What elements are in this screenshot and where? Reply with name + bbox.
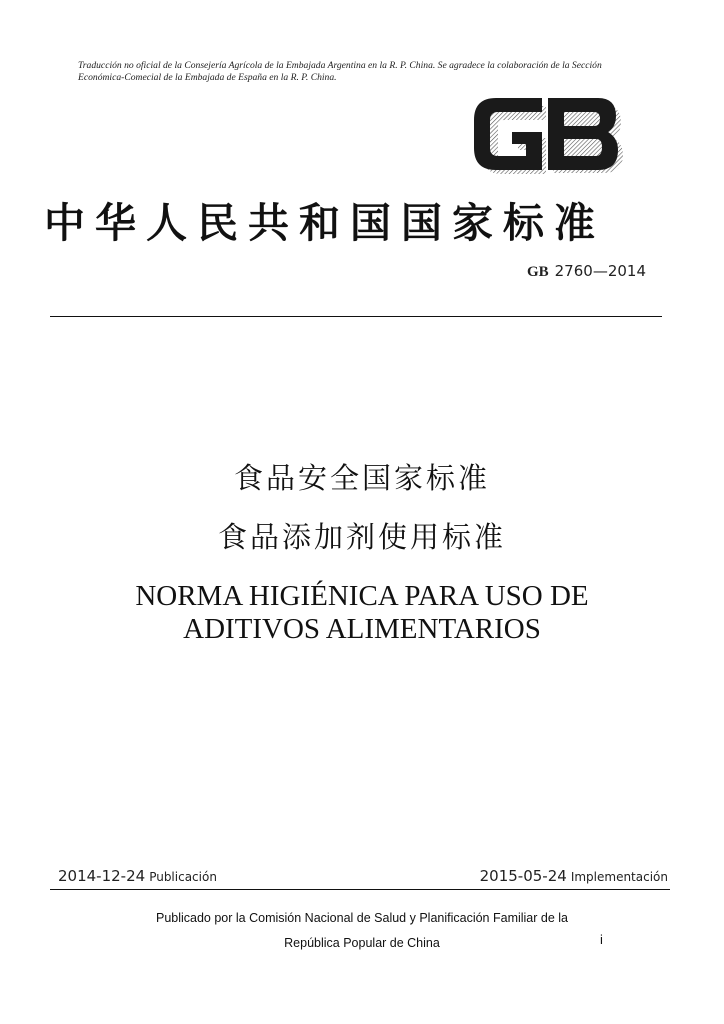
- publication-label: Publicación: [149, 870, 217, 884]
- es-title-line-2: ADITIVOS ALIMENTARIOS: [183, 613, 541, 645]
- publication-date: [58, 866, 217, 885]
- translation-note: Traducción no oficial de la Consejería Agrícola de la Embajada Argentina en la R. P. China. Se agradece la colaboración de la Sección Económica-Comecial de la Embajada de España en la R. P. China.: [78, 60, 602, 83]
- standard-code-number: 2760—2014: [554, 262, 646, 280]
- top-divider: [50, 316, 662, 317]
- gb-logo-icon: [468, 92, 624, 176]
- cn-title-line-2: 食品添加剂使用标准: [217, 520, 506, 554]
- es-title-line-1: NORMA HIGIÉNICA PARA USO DE: [135, 580, 589, 612]
- national-standard-title: 中华人民共和国国家标准: [44, 199, 605, 247]
- standard-code-prefix: GB: [526, 264, 549, 280]
- page-number: i: [600, 932, 603, 947]
- publication-date-value: 2014-12-24: [58, 867, 146, 885]
- bottom-divider: [50, 889, 670, 890]
- implementation-date-value: 2015-05-24: [479, 867, 567, 885]
- cn-title-line-1: 食品安全国家标准: [233, 461, 490, 495]
- publisher-line-1: Publicado por la Comisión Nacional de Salud y Planificación Familiar de la: [155, 911, 569, 925]
- publisher-line-2: República Popular de China: [284, 936, 440, 950]
- implementation-label: Implementación: [570, 870, 668, 884]
- standard-code: [527, 262, 646, 281]
- implementation-date: [480, 866, 668, 885]
